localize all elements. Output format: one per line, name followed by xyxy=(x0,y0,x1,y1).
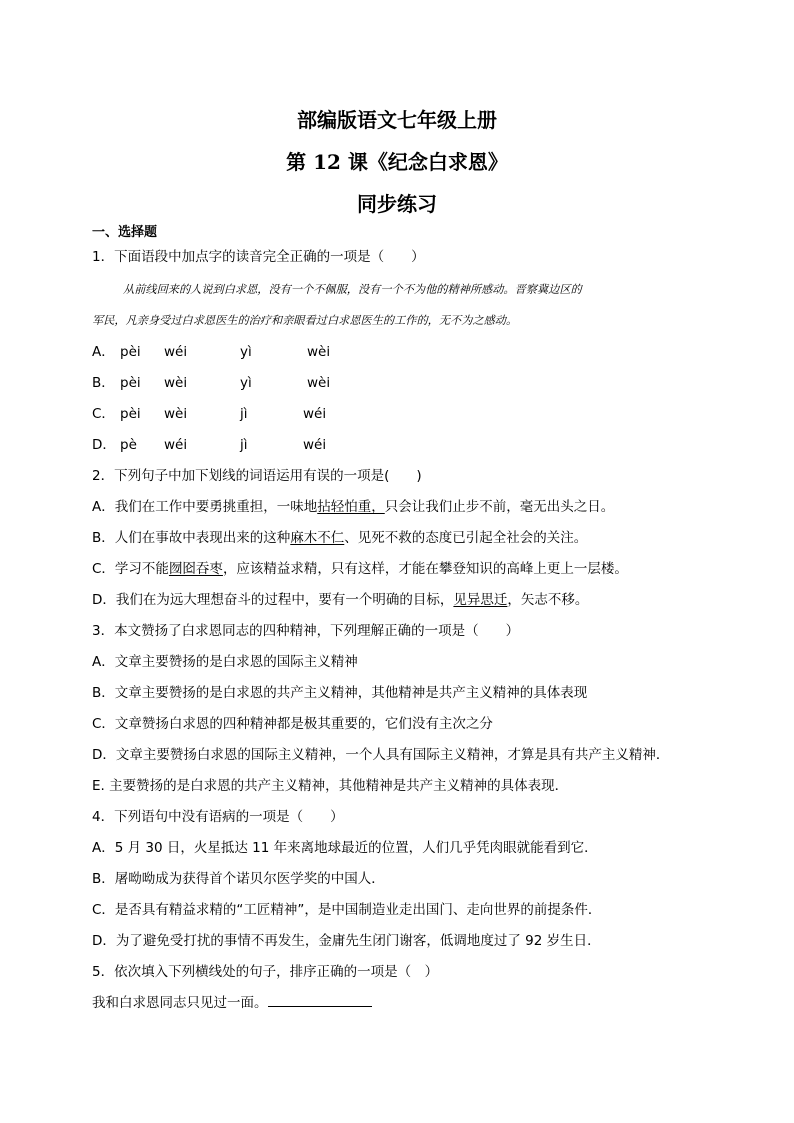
question-4-option-a: A．5 月 30 日，火星抵达 11 年来离地球最近的位置，人们几乎凭肉眼就能看到它． xyxy=(92,840,598,856)
question-1-passage-line-2: 军民，凡亲身受过白求恩医生的治疗和亲眼看过白求恩医生的工作的，无不为之感动。 xyxy=(92,314,518,327)
option-text: B．人们在事故中表现出来的这种 xyxy=(92,530,291,546)
option-label: D． xyxy=(92,437,116,453)
question-2-option-c xyxy=(92,560,628,578)
question-2-stem: 2．下列句子中加下划线的词语运用有误的一项是( ) xyxy=(92,468,422,484)
question-4-option-c: C．是否具有精益求精的“工匠精神”，是中国制造业走出国门、走向世界的前提条件． xyxy=(92,902,602,918)
question-4-option-d: D．为了避免受打扰的事情不再发生，金庸先生闭门谢客，低调地度过了 92 岁生日． xyxy=(92,933,601,949)
question-3-option-c: C．文章赞扬白求恩的四种精神都是极其重要的，它们没有主次之分 xyxy=(92,716,493,732)
lesson-title: 第 12 课《纪念白求恩》 xyxy=(286,150,508,174)
option-text: D．我们在为远大理想奋斗的过程中，要有一个明确的目标， xyxy=(92,592,454,608)
question-3-option-e: E. 主要赞扬的是白求恩的共产主义精神，其他精神是共产主义精神的具体表现． xyxy=(92,778,569,794)
pinyin-1: pèi xyxy=(120,406,141,422)
pinyin-4: wéi xyxy=(303,406,327,422)
option-label: B． xyxy=(92,375,115,391)
pinyin-2: wèi xyxy=(164,375,188,391)
question-3-option-b: B．文章主要赞扬的是白求恩的共产主义精神，其他精神是共产主义精神的具体表现 xyxy=(92,685,588,701)
option-label: C． xyxy=(92,406,115,422)
underlined-phrase: 见异思迁 xyxy=(453,592,508,608)
question-1-passage-line-1: 从前线回来的人说到白求恩，没有一个不佩服，没有一个不为他的精神所感动。晋察冀边区的 xyxy=(123,283,582,296)
pinyin-4: wèi xyxy=(307,375,331,391)
document-title: 部编版语文七年级上册 xyxy=(297,108,497,132)
option-label: A． xyxy=(92,344,115,360)
option-text: 只会让我们止步不前，毫无出头之日。 xyxy=(384,499,615,515)
pinyin-1: pè xyxy=(120,437,137,453)
pinyin-2: wéi xyxy=(164,437,188,453)
question-3-stem: 3．本文赞扬了白求恩同志的四种精神，下列理解正确的一项是（ ） xyxy=(92,623,520,639)
question-4-stem: 4．下列语句中没有语病的一项是（ ） xyxy=(92,809,344,825)
option-text: C．学习不能 xyxy=(92,561,169,577)
question-1-stem: 1．下面语段中加点字的读音完全正确的一项是（ ） xyxy=(92,249,425,265)
question-3-option-a: A．文章主要赞扬的是白求恩的国际主义精神 xyxy=(92,654,358,670)
question-4-option-b: B．屠呦呦成为获得首个诺贝尔医学奖的中国人． xyxy=(92,871,385,887)
pinyin-3: jì xyxy=(240,437,248,453)
underlined-phrase: 拈轻怕重， xyxy=(317,499,385,515)
question-1-option-d xyxy=(92,436,327,454)
question-5-stem: 5．依次填入下列横线处的句子，排序正确的一项是（ ） xyxy=(92,964,439,980)
pinyin-1: pèi xyxy=(120,375,141,391)
pinyin-2: wéi xyxy=(164,344,188,360)
sentence-text: 我和白求恩同志只见过一面。 xyxy=(92,995,268,1011)
pinyin-2: wèi xyxy=(164,406,188,422)
question-5-line-1 xyxy=(92,994,372,1012)
pinyin-4: wèi xyxy=(307,344,331,360)
question-1-option-b xyxy=(92,374,331,392)
pinyin-3: yì xyxy=(240,344,252,360)
pinyin-3: jì xyxy=(240,406,248,422)
option-text: ，应该精益求精，只有这样，才能在攀登知识的高峰上更上一层楼。 xyxy=(222,561,628,577)
option-text: ，矢志不移。 xyxy=(507,592,589,608)
question-2-option-d xyxy=(92,591,588,609)
question-2-option-a xyxy=(92,498,614,516)
option-text: 、见死不救的态度已引起全社会的关注。 xyxy=(344,530,588,546)
section-heading: 一、选择题 xyxy=(92,225,158,240)
question-2-option-b xyxy=(92,529,587,547)
question-3-option-d: D．文章主要赞扬白求恩的国际主义精神，一个人具有国际主义精神，才算是具有共产主义精神． xyxy=(92,747,670,763)
pinyin-4: wéi xyxy=(303,437,327,453)
question-1-option-c xyxy=(92,405,327,423)
underlined-phrase: 囫囵吞枣 xyxy=(168,561,223,577)
pinyin-1: pèi xyxy=(120,344,141,360)
exercise-title: 同步练习 xyxy=(357,192,437,216)
pinyin-3: yì xyxy=(240,375,252,391)
fill-in-blank[interactable] xyxy=(268,994,372,1007)
underlined-phrase: 麻木不仁 xyxy=(290,530,345,546)
option-text: A．我们在工作中要勇挑重担，一味地 xyxy=(92,499,318,515)
question-1-option-a xyxy=(92,343,331,361)
